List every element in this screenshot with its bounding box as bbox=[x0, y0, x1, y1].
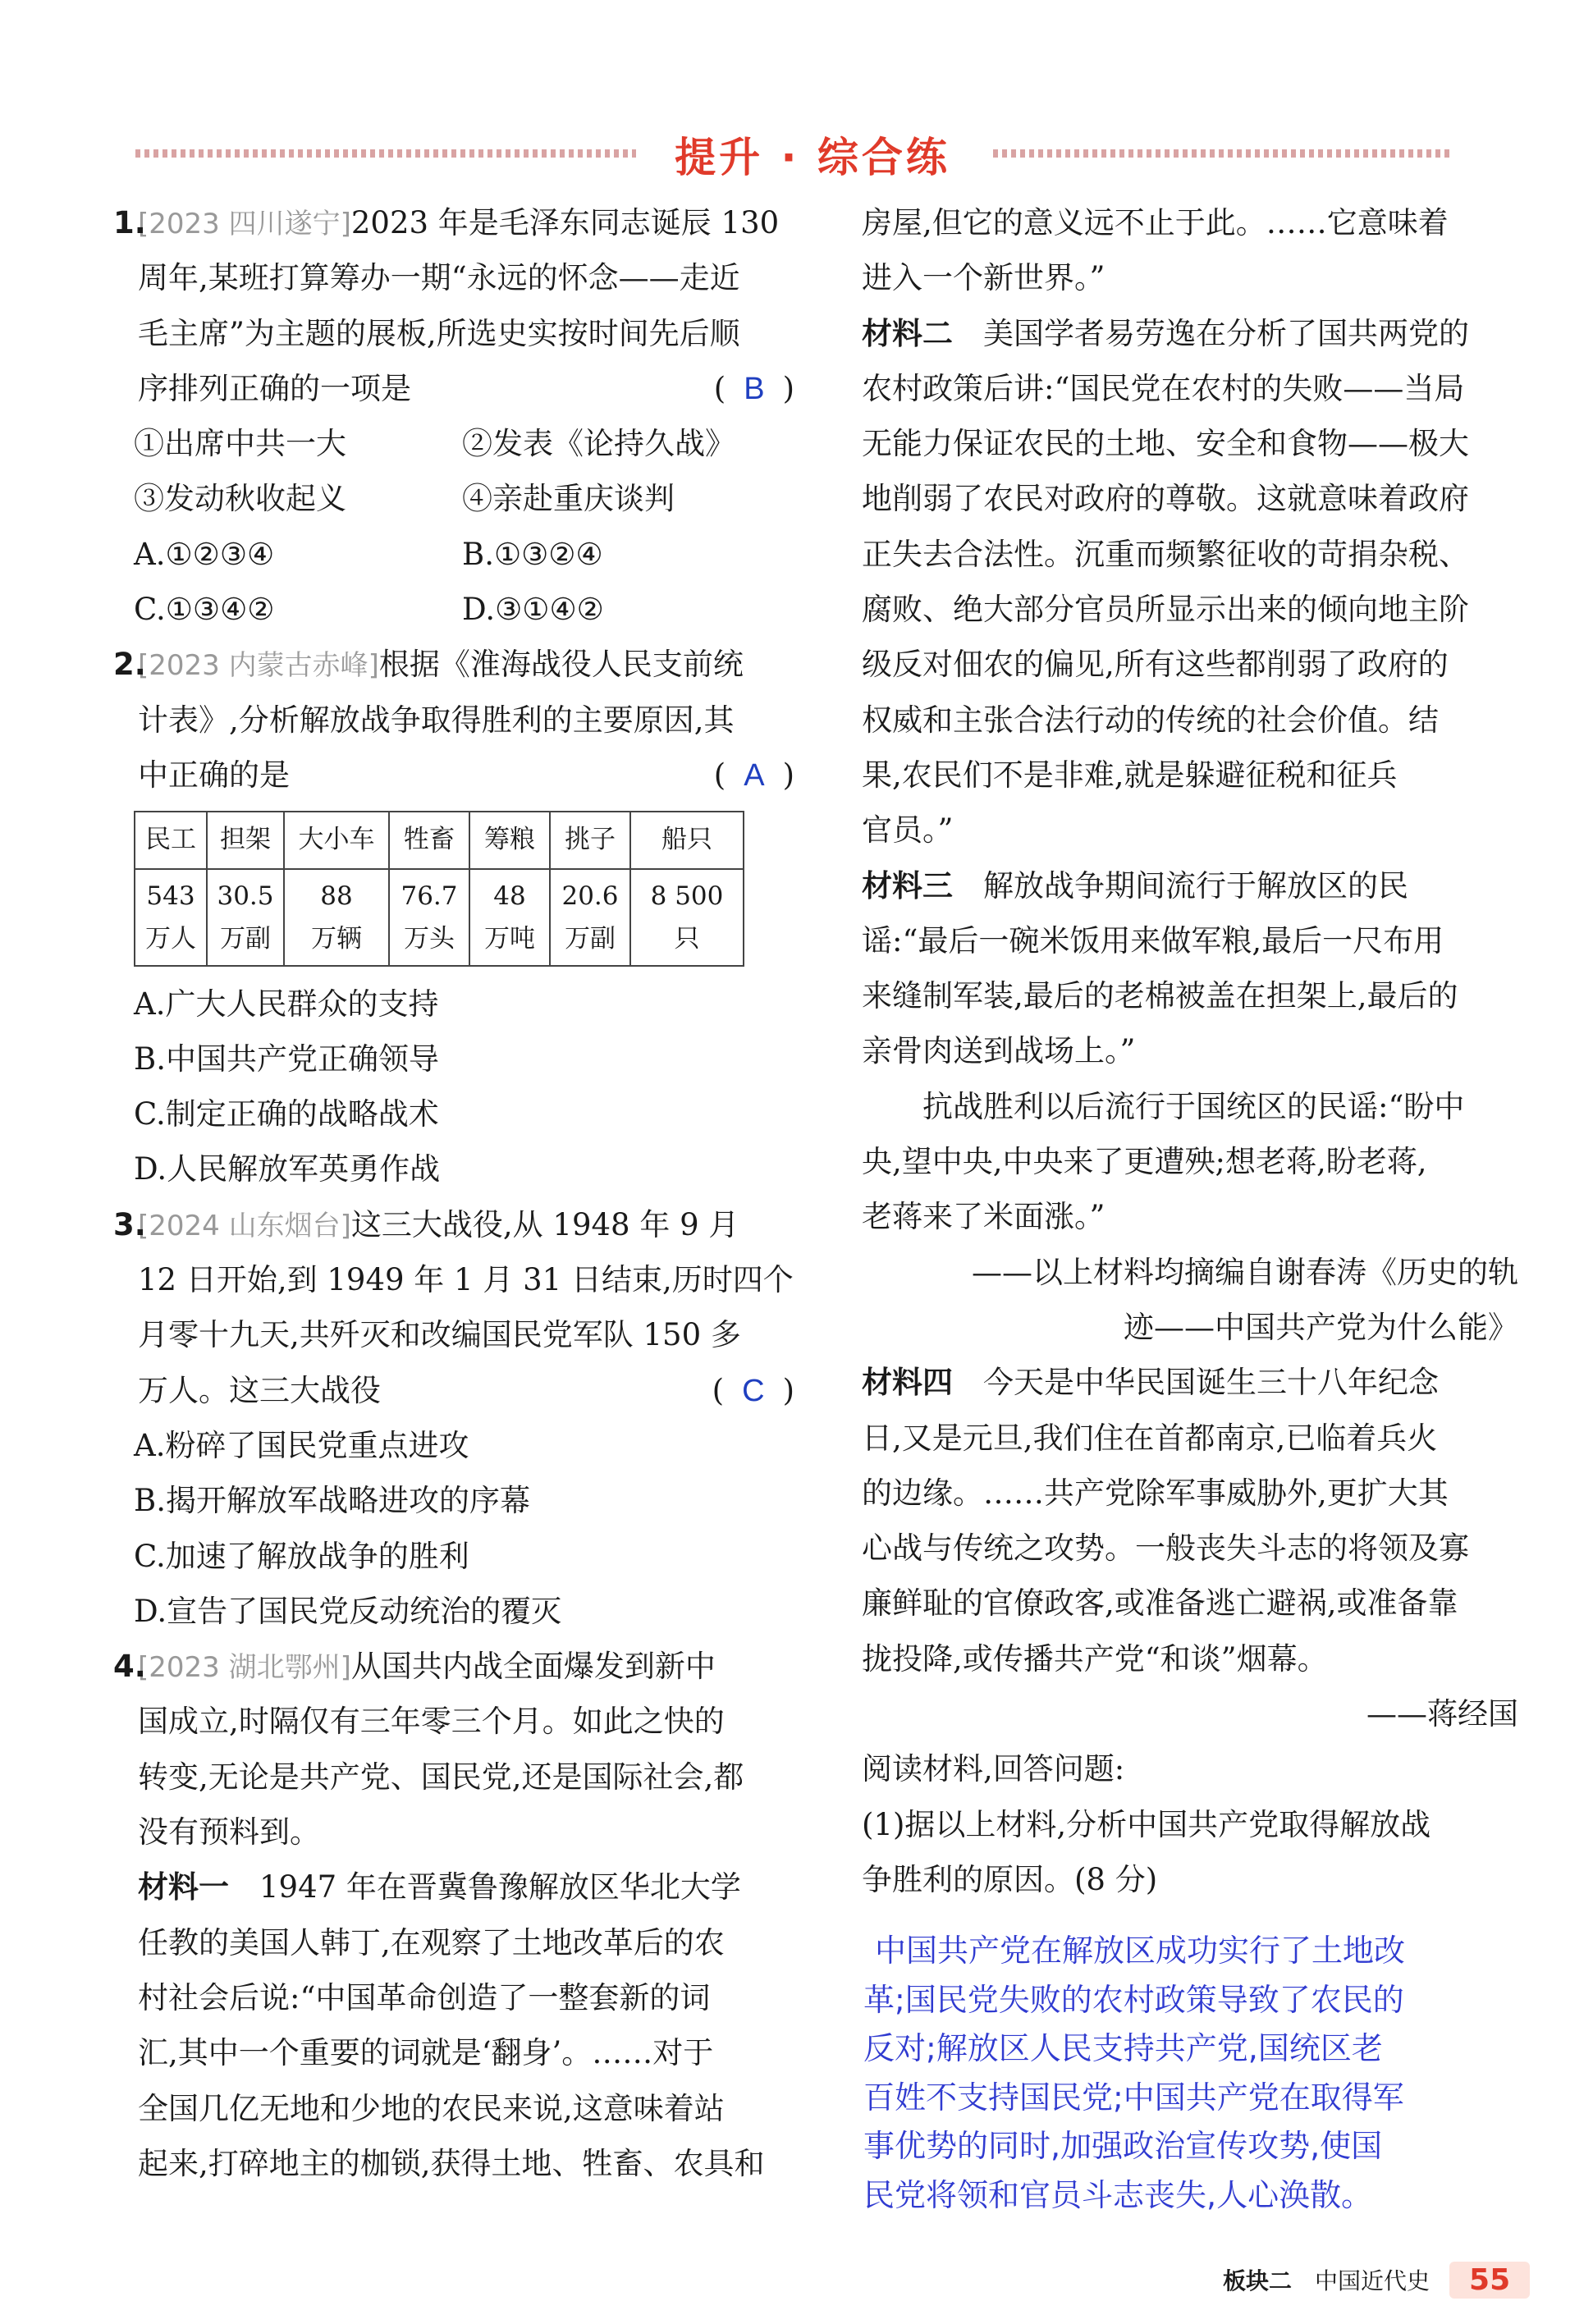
cell-value: 543 bbox=[146, 881, 195, 911]
answer-line: 中国共产党在解放区成功实行了土地改 bbox=[875, 1933, 1406, 1969]
table-cell bbox=[389, 869, 469, 966]
option-a: A.粉碎了国民党重点进攻 bbox=[134, 1427, 469, 1463]
answer-line: 事优势的同时,加强政治宣传攻势,使国 bbox=[863, 2128, 1383, 2164]
question-number: 4. bbox=[113, 1649, 146, 1685]
answer-line: 民党将领和官员斗志丧失,人心涣散。 bbox=[863, 2176, 1373, 2213]
topic-name: 中国近代史 bbox=[1315, 2267, 1430, 2294]
option-d: D.宣告了国民党反动统治的覆灭 bbox=[134, 1593, 562, 1629]
option-c: C.①③④② bbox=[134, 592, 275, 628]
source-tag: [2024 山东烟台] bbox=[138, 1209, 351, 1242]
material-label: 材料一 bbox=[138, 1869, 229, 1905]
material-text: 心战与传统之攻势。一般丧失斗志的将领及寡 bbox=[862, 1530, 1469, 1567]
section-title: 提升 · 综合练 bbox=[675, 134, 950, 181]
question-text: 这三大战役,从 1948 年 9 月 bbox=[350, 1206, 739, 1242]
cell-value: 20.6 bbox=[561, 881, 619, 911]
material-text: 农村政策后讲:“国民党在农村的失败——当局 bbox=[862, 370, 1465, 406]
cell-unit: 万辆 bbox=[311, 923, 362, 954]
material-text: 汇,其中一个重要的词就是‘翻身’。……对于 bbox=[138, 2035, 714, 2071]
question-text: 2023 年是毛泽东同志诞辰 130 bbox=[350, 205, 780, 240]
section-name: 板块二 bbox=[1223, 2267, 1293, 2294]
material-text: 老蒋来了米面涨。” bbox=[862, 1199, 1105, 1235]
sub-question: (1)据以上材料,分析中国共产党取得解放战 bbox=[862, 1806, 1431, 1842]
instruction-text: 阅读材料,回答问题: bbox=[862, 1751, 1125, 1787]
table-header: 筹粮 bbox=[469, 812, 550, 868]
material-text: 来缝制军装,最后的老棉被盖在担架上,最后的 bbox=[862, 978, 1458, 1014]
material-text: 村社会后说:“中国革命创造了一整套新的词 bbox=[138, 1979, 711, 2015]
answer-line: 革;国民党失败的农村政策导致了农民的 bbox=[863, 1981, 1404, 2018]
material-text: 任教的美国人韩丁,在观察了土地改革后的农 bbox=[138, 1924, 725, 1960]
option-c: C.制定正确的战略战术 bbox=[134, 1096, 439, 1132]
question-text: 转变,无论是共产党、国民党,还是国际社会,都 bbox=[138, 1759, 744, 1795]
table-cell bbox=[630, 869, 744, 966]
answer-bracket: ( C ) bbox=[712, 1372, 794, 1408]
support-statistics-table bbox=[134, 811, 744, 966]
answer-line: 百姓不支持国民党;中国共产党在取得军 bbox=[863, 2079, 1404, 2116]
table-cell bbox=[469, 869, 550, 966]
question-number: 1. bbox=[113, 205, 146, 240]
question-text: 从国共内战全面爆发到新中 bbox=[350, 1649, 716, 1685]
material-source: 迹——中国共产党为什么能》 bbox=[1124, 1309, 1518, 1345]
right-column bbox=[862, 195, 1518, 1907]
statement-item: ①出席中共一大 bbox=[134, 426, 346, 462]
answer-line: 反对;解放区人民支持共产党,国统区老 bbox=[863, 2030, 1383, 2066]
source-tag: [2023 内蒙古赤峰] bbox=[138, 649, 379, 683]
question-2 bbox=[113, 637, 794, 1196]
option-a: A.广大人民群众的支持 bbox=[134, 986, 439, 1022]
answer-mark: C bbox=[742, 1373, 765, 1408]
answer-bracket: ( A ) bbox=[713, 757, 794, 793]
table-header-row bbox=[135, 812, 744, 868]
table-row bbox=[135, 869, 744, 966]
material-text: 抗战胜利以后流行于国统区的民谣:“盼中 bbox=[922, 1088, 1465, 1124]
option-c: C.加速了解放战争的胜利 bbox=[134, 1538, 469, 1574]
cell-value: 8 500 只 bbox=[650, 881, 724, 954]
statement-item: ④亲赴重庆谈判 bbox=[462, 481, 675, 517]
question-number: 3. bbox=[113, 1206, 146, 1242]
material-label: 材料二 bbox=[862, 314, 953, 351]
option-d: D.③①④② bbox=[462, 592, 604, 628]
material-label: 材料四 bbox=[862, 1364, 953, 1401]
question-3 bbox=[113, 1197, 794, 1639]
material-text: 级反对佃农的偏见,所有这些都削弱了政府的 bbox=[862, 647, 1449, 683]
material-text: 起来,打碎地主的枷锁,获得土地、牲畜、农具和 bbox=[138, 2145, 765, 2181]
left-column bbox=[113, 195, 794, 2191]
table-header: 大小车 bbox=[284, 812, 389, 868]
question-text: 序排列正确的一项是 bbox=[138, 370, 411, 406]
answer-bracket: ( B ) bbox=[713, 370, 794, 406]
material-text: 果,农民们不是非难,就是躲避征税和征兵 bbox=[862, 757, 1398, 793]
question-text: 中正确的是 bbox=[138, 757, 290, 793]
table-cell bbox=[550, 869, 630, 966]
material-text: 房屋,但它的意义远不止于此。……它意味着 bbox=[862, 205, 1449, 240]
question-text: 周年,某班打算筹办一期“永远的怀念——走近 bbox=[138, 260, 740, 296]
material-text: 美国学者易劳逸在分析了国共两党的 bbox=[983, 315, 1469, 351]
table-header: 船只 bbox=[630, 812, 744, 868]
material-text: 日,又是元旦,我们住在首都南京,已临着兵火 bbox=[862, 1420, 1438, 1456]
cell-unit: 万头 bbox=[404, 923, 455, 954]
header-rule-left bbox=[135, 149, 636, 158]
option-b: B.揭开解放军战略进攻的序幕 bbox=[134, 1483, 530, 1519]
material-text: 拢投降,或传播共产党“和谈”烟幕。 bbox=[862, 1640, 1328, 1677]
material-text: 权威和主张合法行动的传统的社会价值。结 bbox=[862, 702, 1439, 738]
question-text: 国成立,时隔仅有三年零三个月。如此之快的 bbox=[138, 1704, 725, 1740]
source-tag: [2023 湖北鄂州] bbox=[138, 1651, 351, 1685]
sub-question: 争胜利的原因。(8 分) bbox=[862, 1861, 1158, 1897]
material-label: 材料三 bbox=[862, 867, 953, 904]
cell-value: 48 bbox=[493, 881, 526, 911]
table-header: 民工 bbox=[135, 812, 207, 868]
cell-value: 76.7 bbox=[401, 881, 458, 911]
question-text: 12 日开始,到 1949 年 1 月 31 日结束,历时四个 bbox=[138, 1262, 794, 1298]
question-4 bbox=[113, 1639, 794, 2191]
option-d: D.人民解放军英勇作战 bbox=[134, 1151, 441, 1187]
material-text: 全国几亿无地和少地的农民来说,这意味着站 bbox=[138, 2090, 725, 2126]
answer-mark: A bbox=[744, 757, 765, 793]
source-tag: [2023 四川遂宁] bbox=[138, 208, 351, 240]
table-cell bbox=[207, 869, 284, 966]
answer-mark: B bbox=[744, 371, 765, 406]
page-number: 55 bbox=[1449, 2262, 1530, 2299]
material-text: 地削弱了农民对政府的尊敬。这就意味着政府 bbox=[862, 481, 1469, 517]
question-text: 没有预料到。 bbox=[138, 1814, 320, 1851]
question-text: 万人。这三大战役 bbox=[138, 1372, 381, 1408]
header-rule-right bbox=[993, 149, 1453, 158]
material-text: 进入一个新世界。” bbox=[862, 260, 1105, 296]
cell-unit: 万人 bbox=[145, 923, 196, 954]
table-header: 牲畜 bbox=[389, 812, 469, 868]
material-text: 谣:“最后一碗米饭用来做军粮,最后一尺布用 bbox=[862, 922, 1444, 958]
material-text: 正失去合法性。沉重而频繁征收的苛捐杂税、 bbox=[862, 536, 1469, 572]
cell-value: 30.5 bbox=[217, 881, 274, 911]
material-text: 官员。” bbox=[862, 812, 954, 849]
material-text: 无能力保证农民的土地、安全和食物——极大 bbox=[862, 426, 1469, 462]
table-cell bbox=[284, 869, 389, 966]
cell-unit: 万副 bbox=[565, 923, 616, 954]
page-footer bbox=[1223, 2255, 1530, 2304]
material-text: 腐败、绝大部分官员所显示出来的倾向地主阶 bbox=[862, 592, 1469, 628]
question-text: 毛主席”为主题的展板,所选史实按时间先后顺 bbox=[138, 315, 740, 351]
material-text: 亲骨肉送到战场上。” bbox=[862, 1033, 1136, 1069]
cell-unit: 万吨 bbox=[484, 923, 535, 954]
material-text: 的边缘。……共产党除军事威胁外,更扩大其 bbox=[862, 1475, 1449, 1511]
question-text: 根据《淮海战役人民支前统 bbox=[378, 647, 744, 683]
material-text: 廉鲜耻的官僚政客,或准备逃亡避祸,或准备靠 bbox=[862, 1585, 1458, 1622]
statement-item: ②发表《论持久战》 bbox=[462, 426, 735, 462]
material-text: 解放战争期间流行于解放区的民 bbox=[983, 867, 1408, 904]
question-text: 月零十九天,共歼灭和改编国民党军队 150 多 bbox=[138, 1317, 741, 1353]
table-cell bbox=[135, 869, 207, 966]
option-b: B.中国共产党正确领导 bbox=[134, 1041, 439, 1077]
question-number: 2. bbox=[113, 647, 146, 683]
cell-value: 88 bbox=[320, 881, 353, 911]
table-header: 挑子 bbox=[550, 812, 630, 868]
table-header: 担架 bbox=[207, 812, 284, 868]
material-text: 央,望中央,中央来了更遭殃;想老蒋,盼老蒋, bbox=[862, 1144, 1427, 1180]
option-b: B.①③②④ bbox=[462, 536, 603, 572]
cell-unit: 万副 bbox=[220, 923, 271, 954]
written-answer bbox=[863, 1927, 1520, 2220]
material-text: 今天是中华民国诞生三十八年纪念 bbox=[983, 1365, 1439, 1401]
option-a: A.①②③④ bbox=[134, 536, 275, 572]
statement-item: ③发动秋收起义 bbox=[134, 481, 346, 517]
material-source: ——蒋经国 bbox=[1366, 1696, 1518, 1732]
question-1 bbox=[113, 195, 794, 637]
material-source: ——以上材料均摘编自谢春涛《历史的轨 bbox=[972, 1254, 1518, 1290]
question-text: 计表》,分析解放战争取得胜利的主要原因,其 bbox=[138, 702, 735, 738]
material-text: 1947 年在晋冀鲁豫解放区华北大学 bbox=[259, 1869, 741, 1905]
